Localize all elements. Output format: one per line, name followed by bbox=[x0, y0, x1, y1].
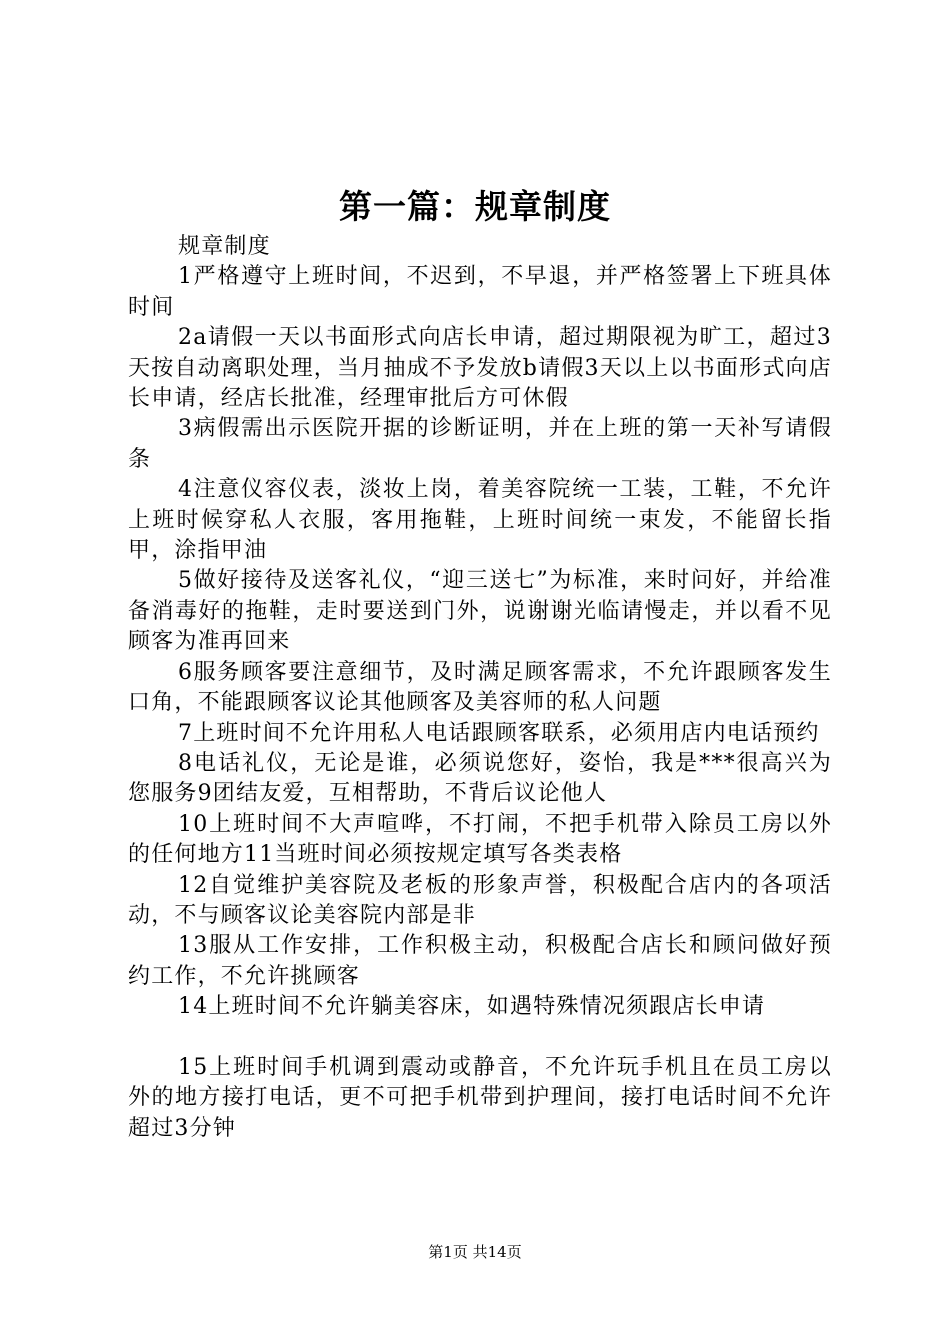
paragraph-rule-4: 4注意仪容仪表，淡妆上岗，着美容院统一工装，工鞋，不允许上班时候穿私人衣服，客用拖鞋，上班时间统一束发，不能留长指甲，涂指甲油 bbox=[128, 477, 832, 564]
paragraph-rule-6: 6服务顾客要注意细节，及时满足顾客需求，不允许跟顾客发生口角，不能跟顾客议论其他顾客及美容师的私人问题 bbox=[128, 659, 832, 716]
document-title: 第一篇：规章制度 bbox=[339, 187, 611, 226]
paragraph-rule-7: 7上班时间不允许用私人电话跟顾客联系，必须用店内电话预约 bbox=[178, 720, 820, 746]
paragraph-rule-15: 15上班时间手机调到震动或静音，不允许玩手机且在员工房以外的地方接打电话，更不可把手机带到护理间，接打电话时间不允许超过3分钟 bbox=[128, 1054, 832, 1141]
paragraph-rule-1: 1严格遵守上班时间，不迟到，不早退，并严格签署上下班具体时间 bbox=[128, 264, 832, 320]
paragraph-rule-13: 13服从工作安排，工作积极主动，积极配合店长和顾问做好预约工作，不允许挑顾客 bbox=[128, 933, 832, 989]
paragraph-rule-10-11: 10上班时间不大声喧哗，不打闹，不把手机带入除员工房以外的任何地方11当班时间必须按规定填写各类表格 bbox=[128, 811, 832, 868]
paragraph-rule-3: 3病假需出示医院开据的诊断证明，并在上班的第一天补写请假条 bbox=[128, 416, 832, 472]
paragraph-rule-12: 12自觉维护美容院及老板的形象声誉，积极配合店内的各项活动，不与顾客议论美容院内部是非 bbox=[128, 872, 832, 928]
paragraph-rule-2: 2a请假一天以书面形式向店长申请，超过期限视为旷工，超过3天按自动离职处理，当月抽成不予发放b请假3天以上以书面形式向店长申请，经店长批准，经理审批后方可休假 bbox=[128, 325, 832, 412]
paragraph-heading: 规章制度 bbox=[178, 234, 271, 259]
paragraph-rule-14: 14上班时间不允许躺美容床，如遇特殊情况须跟店长申请 bbox=[178, 994, 766, 1020]
document-body bbox=[128, 232, 832, 1144]
paragraph-rule-5: 5做好接待及送客礼仪，“迎三送七”为标准，来时问好，并给准备消毒好的拖鞋，走时要送到门外，说谢谢光临请慢走，并以看不见顾客为准再回来 bbox=[128, 568, 832, 655]
paragraph-rule-8-9: 8电话礼仪，无论是谁，必须说您好，姿怡，我是***很高兴为您服务9团结友爱，互相帮助，不背后议论他人 bbox=[128, 750, 832, 807]
page-number-footer: 第1页 共14页 bbox=[428, 1243, 522, 1261]
